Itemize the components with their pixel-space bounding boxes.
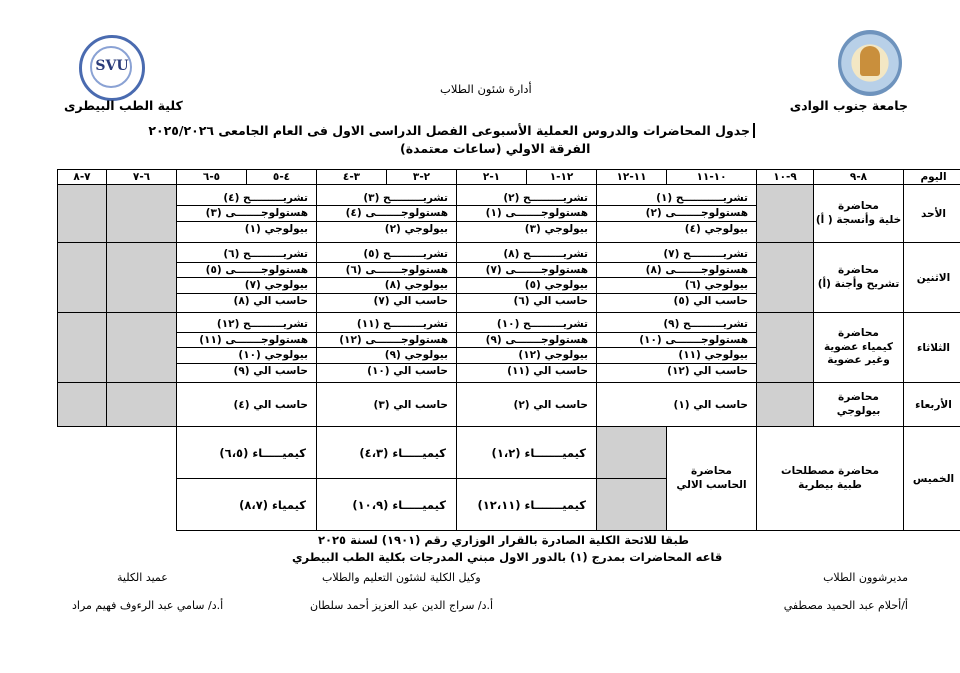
lecture-cell xyxy=(814,383,904,427)
group-line: حاسب الي (١٢) xyxy=(667,364,748,377)
empty-slot xyxy=(757,243,814,313)
group-line: هستولوجـــــــى (٧) xyxy=(457,263,596,279)
signature-title-students: مديرشوون الطلاب xyxy=(823,571,908,584)
group-cell xyxy=(177,243,317,313)
empty-slot xyxy=(58,383,107,427)
chem-label: كيميـــــــاء (١،٢) xyxy=(491,445,586,460)
header-slot: ١-٢ xyxy=(457,170,527,185)
lecture-cell xyxy=(757,427,904,531)
day-name: الثلاثاء xyxy=(904,313,960,383)
header-slot: ٤-٥ xyxy=(247,170,317,185)
group-cell xyxy=(317,313,457,383)
faculty-name: كلية الطب البيطرى xyxy=(64,98,183,113)
day-name: الأحد xyxy=(904,185,960,243)
page-subtitle: الفرقة الاولي (ساعات معتمدة) xyxy=(400,141,591,156)
lecture-text: محاضرة تشريح وأجنة (أ) xyxy=(817,263,900,290)
lecture-text: محاضرة كيمياء عضوية وغير عضوية xyxy=(823,327,894,367)
group-line: حاسب الي (٥) xyxy=(673,294,748,307)
group-line: بيولوجي (٩) xyxy=(317,348,456,364)
header-slot: ٨-٩ xyxy=(814,170,904,185)
day-name: الأربعاء xyxy=(904,383,960,427)
empty-slot xyxy=(597,479,667,531)
lecture-cell xyxy=(667,427,757,531)
lecture-text: محاضرة مصطلحات طبية بيطرية xyxy=(781,464,879,491)
schedule-table xyxy=(57,169,960,531)
chem-cell xyxy=(317,479,457,531)
note-regulation: طبقا للائحة الكلية الصادرة بالقرار الوزاري رقم (١٩٠١) لسنة ٢٠٢٥ xyxy=(318,533,689,547)
group-cell xyxy=(177,185,317,243)
group-line: هستولوجـــــــى (٣) xyxy=(177,206,316,222)
group-line: حاسب الي (٣) xyxy=(373,398,448,411)
group-cell xyxy=(457,185,597,243)
row-sunday xyxy=(58,185,960,243)
group-line: تشريـــــــــح (٩) xyxy=(597,317,756,333)
group-line: هستولوجـــــــى (٤) xyxy=(317,206,456,222)
group-line: تشريـــــــــح (٦) xyxy=(177,247,316,263)
group-cell xyxy=(597,313,757,383)
signature-title-vice-dean: وكيل الكلية لشئون التعليم والطلاب xyxy=(322,571,481,584)
group-cell xyxy=(597,185,757,243)
group-line: حاسب الي (٤) xyxy=(233,398,308,411)
chem-label: كيمياء (٨،٧) xyxy=(239,497,306,512)
university-logo xyxy=(838,30,902,96)
empty-slot xyxy=(58,185,107,243)
empty-slot xyxy=(597,427,667,479)
group-line: بيولوجي (١) xyxy=(244,222,308,235)
group-cell xyxy=(457,383,597,427)
group-cell xyxy=(597,243,757,313)
chem-cell xyxy=(177,479,317,531)
group-line: بيولوجي (٧) xyxy=(177,278,316,294)
group-line: تشريـــــــــح (٢) xyxy=(457,191,596,207)
group-line: بيولوجي (١١) xyxy=(597,348,756,364)
header-slot: ١١-١٢ xyxy=(597,170,667,185)
row-wednesday xyxy=(58,383,960,427)
group-line: حاسب الي (١٠) xyxy=(367,364,448,377)
chem-label: كيميـــــاء (٤،٣) xyxy=(359,445,446,460)
group-line: بيولوجي (٤) xyxy=(684,222,748,235)
signature-name-students: أ/أحلام عبد الحميد مصطفي xyxy=(783,599,908,612)
group-line: تشريـــــــــح (٨) xyxy=(457,247,596,263)
empty-slot xyxy=(107,313,177,383)
lecture-text: محاضرة الحاسب الالي xyxy=(676,464,747,491)
empty-slot xyxy=(107,185,177,243)
row-thursday xyxy=(58,427,960,479)
group-line: حاسب الي (٩) xyxy=(233,364,308,377)
group-line: هستولوجـــــــى (١١) xyxy=(177,333,316,349)
header-slot: ١٢-١ xyxy=(527,170,597,185)
group-line: هستولوجـــــــى (٦) xyxy=(317,263,456,279)
group-cell xyxy=(177,313,317,383)
header-slot: ٣-٤ xyxy=(317,170,387,185)
group-line: حاسب الي (٨) xyxy=(233,294,308,307)
chem-label: كيميـــــاء (١٠،٩) xyxy=(352,497,446,512)
group-cell xyxy=(317,383,457,427)
header-row xyxy=(58,170,960,185)
group-line: بيولوجي (٥) xyxy=(457,278,596,294)
empty-slot xyxy=(757,185,814,243)
group-cell xyxy=(317,185,457,243)
lecture-cell xyxy=(814,243,904,313)
note-hall: قاعه المحاضرات بمدرج (١) بالدور الاول مبني المدرجات بكلية الطب البيطري xyxy=(292,550,723,564)
chem-cell xyxy=(177,427,317,479)
header-slot: ٦-٧ xyxy=(107,170,177,185)
signature-name-dean: أ.د/ سامي عبد الرءوف فهيم مراد xyxy=(72,599,224,612)
group-line: حاسب الي (٢) xyxy=(513,398,588,411)
empty-slot xyxy=(58,313,107,383)
chem-cell xyxy=(457,479,597,531)
faculty-logo xyxy=(79,35,145,101)
empty-slot xyxy=(107,243,177,313)
empty-slot xyxy=(107,383,177,427)
group-line: بيولوجي (٢) xyxy=(384,222,448,235)
group-line: تشريـــــــــح (١٢) xyxy=(177,317,316,333)
group-line: بيولوجي (٨) xyxy=(317,278,456,294)
group-line: تشريـــــــــــح (١) xyxy=(597,191,756,207)
day-name: الخميس xyxy=(904,427,960,531)
group-line: تشريـــــــــح (٤) xyxy=(177,191,316,207)
chem-cell xyxy=(317,427,457,479)
group-line: تشريـــــــــح (٣) xyxy=(317,191,456,207)
group-line: تشريـــــــــح (١٠) xyxy=(457,317,596,333)
group-line: هستولوجـــــــى (١) xyxy=(457,206,596,222)
group-line: تشريـــــــــح (٥) xyxy=(317,247,456,263)
department-name: أدارة شئون الطلاب xyxy=(440,82,532,96)
lecture-cell xyxy=(814,185,904,243)
page-title: جدول المحاضرات والدروس العملية الأسبوعى الفصل الدراسى الاول فى العام الجامعى ٢٠٢٥/٢٠٢٦ xyxy=(230,123,755,138)
chem-label: كيميـــــاء (٦،٥) xyxy=(219,445,306,460)
group-line: حاسب الي (٦) xyxy=(513,294,588,307)
chem-cell xyxy=(457,427,597,479)
lecture-text: محاضرة خلية وأنسجة ( أ) xyxy=(815,199,902,226)
lecture-cell xyxy=(814,313,904,383)
group-line: تشريـــــــــح (٧) xyxy=(597,247,756,263)
group-cell xyxy=(177,383,317,427)
group-cell xyxy=(457,243,597,313)
group-cell xyxy=(457,313,597,383)
group-line: هستولوجـــــــى (٢) xyxy=(597,206,756,222)
row-tuesday xyxy=(58,313,960,383)
group-line: حاسب الي (٧) xyxy=(373,294,448,307)
group-cell xyxy=(597,383,757,427)
group-line: هستولوجـــــــى (٩) xyxy=(457,333,596,349)
header-slot: ١٠-١١ xyxy=(667,170,757,185)
signature-name-vice-dean: أ.د/ سراج الدين عبد العزيز أحمد سلطان xyxy=(310,599,494,612)
group-line: هستولوجـــــــى (١٠) xyxy=(597,333,756,349)
group-cell xyxy=(317,243,457,313)
row-monday xyxy=(58,243,960,313)
day-name: الاثنين xyxy=(904,243,960,313)
chem-label: كيميـــــــاء (١٢،١١) xyxy=(477,497,586,512)
group-line: حاسب الي (١) xyxy=(673,398,748,411)
header-day: اليوم xyxy=(904,170,960,185)
group-line: هستولوجـــــــى (١٢) xyxy=(317,333,456,349)
group-line: بيولوجي (١٠) xyxy=(177,348,316,364)
university-name: جامعة جنوب الوادى xyxy=(789,98,908,113)
group-line: بيولوجي (٦) xyxy=(597,278,756,294)
empty-slot xyxy=(58,243,107,313)
group-line: هستولوجـــــــى (٥) xyxy=(177,263,316,279)
faculty-logo-text: SVU xyxy=(95,58,129,74)
lecture-text: محاضرة بيولوجي xyxy=(836,390,881,417)
header-slot: ٧-٨ xyxy=(58,170,107,185)
group-line: تشريـــــــــح (١١) xyxy=(317,317,456,333)
group-line: هستولوجـــــــى (٨) xyxy=(597,263,756,279)
group-line: بيولوجي (١٢) xyxy=(457,348,596,364)
header-slot: ٢-٣ xyxy=(387,170,457,185)
group-line: بيولوجي (٣) xyxy=(524,222,588,235)
signature-title-dean: عميد الكلية xyxy=(117,571,168,584)
header-slot: ٩-١٠ xyxy=(757,170,814,185)
empty-slot xyxy=(757,383,814,427)
empty-slot xyxy=(757,313,814,383)
group-line: حاسب الي (١١) xyxy=(507,364,588,377)
header-slot: ٥-٦ xyxy=(177,170,247,185)
